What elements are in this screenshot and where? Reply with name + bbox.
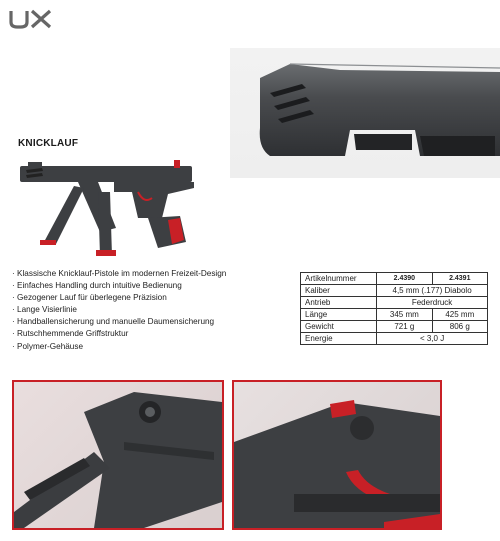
row-value: < 3,0 J [377, 333, 488, 345]
header-label: Artikelnummer [301, 273, 377, 285]
row-value: 4,5 mm (.177) Diabolo [377, 285, 488, 297]
umarex-logo [8, 8, 54, 30]
knicklauf-pistol-image [18, 152, 198, 262]
barrel-detail-photo [230, 48, 500, 178]
row-label: Länge [301, 309, 377, 321]
row-label: Gewicht [301, 321, 377, 333]
row-label: Kaliber [301, 285, 377, 297]
article-number-2: 2.4391 [432, 273, 487, 285]
row-value-1: 345 mm [377, 309, 432, 321]
row-value-1: 721 g [377, 321, 432, 333]
feature-item: · Rutschhemmende Griffstruktur [12, 328, 280, 340]
feature-item: · Gezogener Lauf für überlegene Präzision [12, 292, 280, 304]
article-number-1: 2.4390 [377, 273, 432, 285]
row-label: Antrieb [301, 297, 377, 309]
feature-item: · Polymer-Gehäuse [12, 341, 280, 353]
table-row [301, 297, 488, 309]
feature-item: · Klassische Knicklauf-Pistole im modernen Freizeit-Design [12, 268, 280, 280]
feature-item: · Einfaches Handling durch intuitive Bedienung [12, 280, 280, 292]
section-title: KNICKLAUF [18, 138, 79, 149]
feature-item: · Lange Visierlinie [12, 304, 280, 316]
spec-table [300, 272, 488, 345]
row-value-2: 425 mm [432, 309, 487, 321]
feature-list [12, 268, 280, 353]
table-row [301, 321, 488, 333]
row-value-2: 806 g [432, 321, 487, 333]
table-header-row [301, 273, 488, 285]
breakbarrel-hinge-detail [12, 380, 224, 530]
table-row [301, 285, 488, 297]
trigger-safety-detail [232, 380, 442, 530]
row-label: Energie [301, 333, 377, 345]
table-row [301, 309, 488, 321]
row-value: Federdruck [377, 297, 488, 309]
table-row [301, 333, 488, 345]
feature-item: · Handballensicherung und manuelle Daumensicherung [12, 316, 280, 328]
